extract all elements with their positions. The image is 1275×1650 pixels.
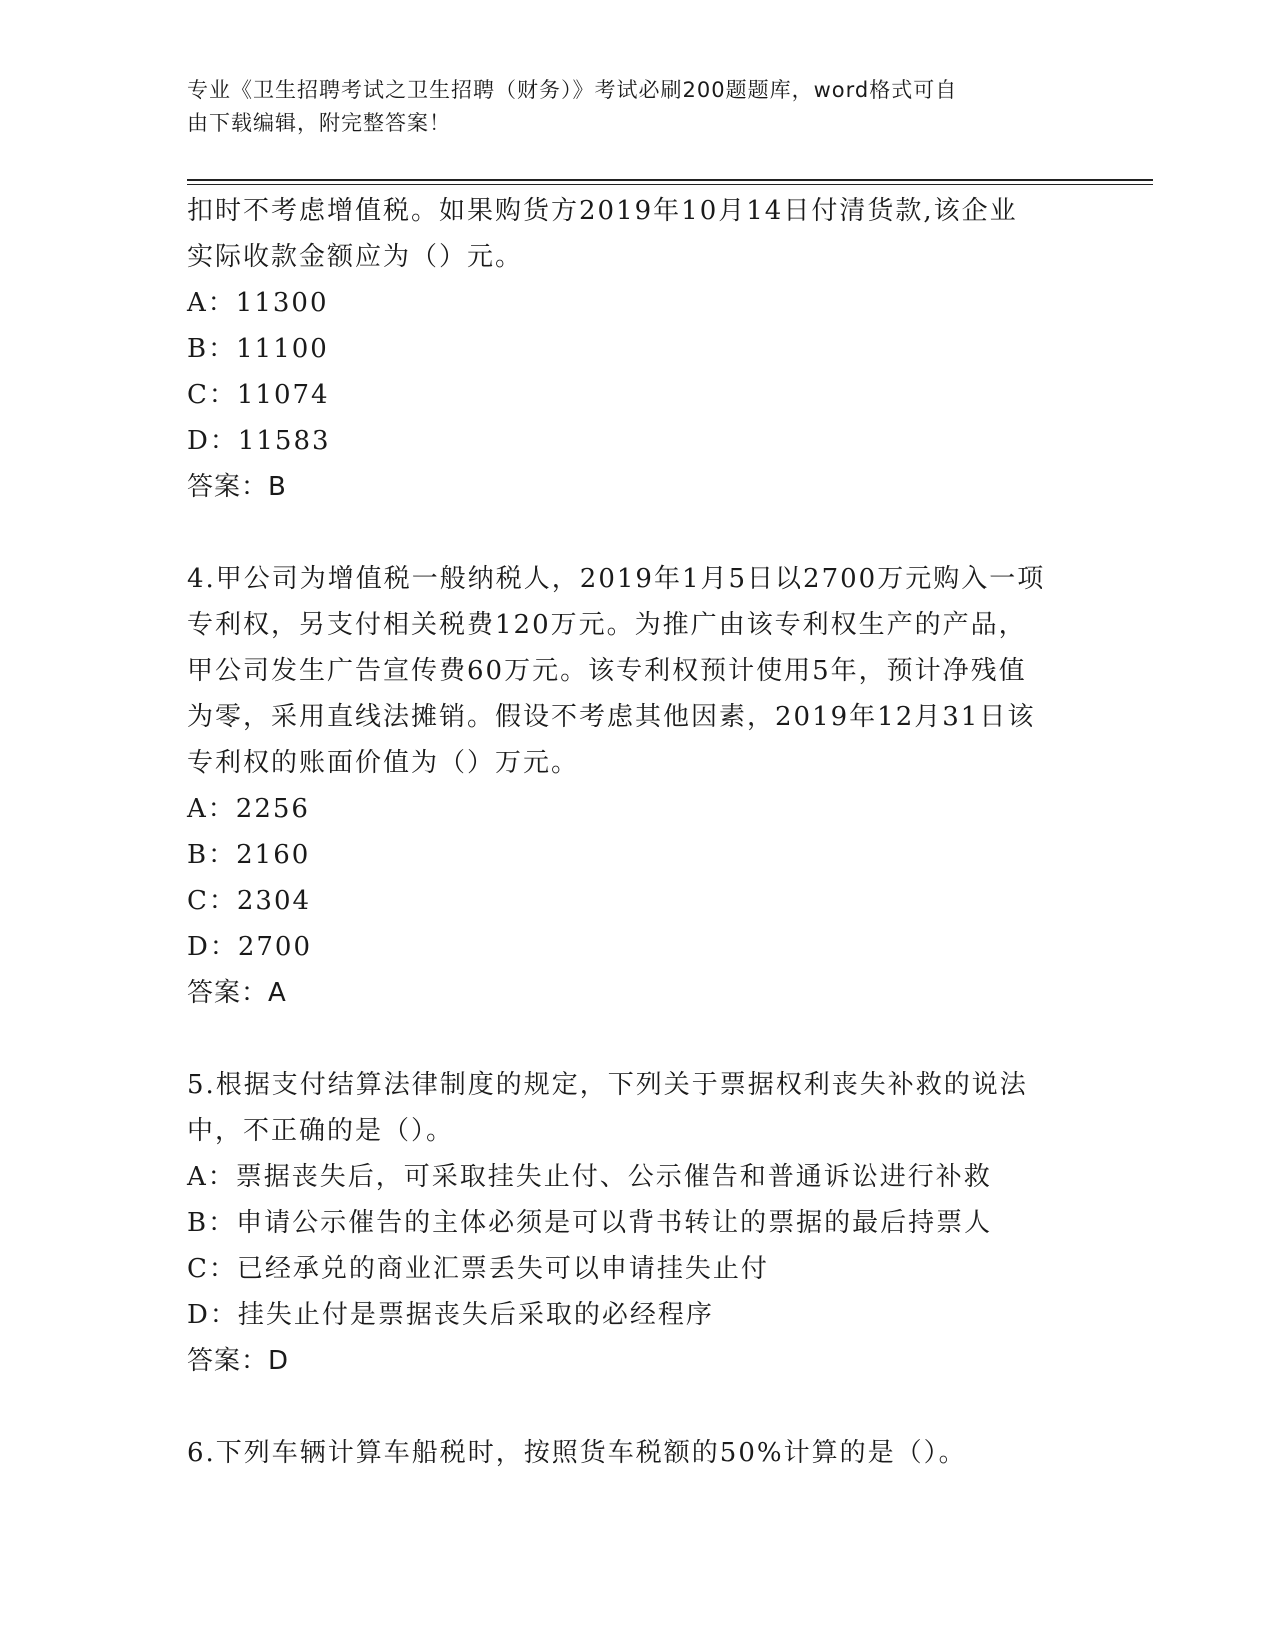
option-d: D：11583 xyxy=(187,426,331,456)
header-line-2: 由下载编辑，附完整答案！ xyxy=(187,111,451,135)
question-stem-line: 为零，采用直线法摊销。假设不考虑其他因素，2019年12月31日该 xyxy=(187,702,1036,732)
question-stem-line: 中，不正确的是（）。 xyxy=(187,1116,455,1146)
option-a: A：11300 xyxy=(187,288,329,318)
document-body xyxy=(187,188,1087,1476)
header-divider-thin xyxy=(187,184,1153,185)
header-divider-thick xyxy=(187,179,1153,181)
option-d: D：2700 xyxy=(187,932,313,962)
answer-label: 答案：B xyxy=(187,472,287,502)
question-4 xyxy=(187,556,1087,1016)
question-stem-line: 5.根据支付结算法律制度的规定，下列关于票据权利丧失补救的说法 xyxy=(187,1070,1028,1100)
option-c: C：2304 xyxy=(187,886,312,916)
question-stem-line: 6.下列车辆计算车船税时，按照货车税额的50%计算的是（）。 xyxy=(187,1438,967,1468)
answer-label: 答案：A xyxy=(187,978,287,1008)
option-d: D：挂失止付是票据丧失后采取的必经程序 xyxy=(187,1300,714,1330)
question-3 xyxy=(187,188,1087,510)
header-line-1: 专业《卫生招聘考试之卫生招聘（财务）》考试必刷200题题库，word格式可自 xyxy=(187,78,958,102)
question-stem-line: 甲公司发生广告宣传费60万元。该专利权预计使用5年，预计净残值 xyxy=(187,656,1027,686)
option-c: C：11074 xyxy=(187,380,330,410)
question-stem-line: 专利权，另支付相关税费120万元。为推广由该专利权生产的产品， xyxy=(187,610,1027,640)
option-b: B：申请公示催告的主体必须是可以背书转让的票据的最后持票人 xyxy=(187,1208,993,1238)
question-stem-line: 实际收款金额应为（）元。 xyxy=(187,242,524,272)
answer-label: 答案：D xyxy=(187,1346,290,1376)
spacer xyxy=(187,1384,1087,1430)
question-6 xyxy=(187,1430,1087,1476)
spacer xyxy=(187,1016,1087,1062)
option-a: A：票据丧失后，可采取挂失止付、公示催告和普通诉讼进行补救 xyxy=(187,1162,992,1192)
option-b: B：11100 xyxy=(187,334,329,364)
option-a: A：2256 xyxy=(187,794,310,824)
question-5 xyxy=(187,1062,1087,1384)
question-stem-line: 4.甲公司为增值税一般纳税人，2019年1月5日以2700万元购入一项 xyxy=(187,564,1046,594)
question-stem-line: 扣时不考虑增值税。如果购货方2019年10月14日付清货款,该企业 xyxy=(187,196,1018,226)
option-c: C：已经承兑的商业汇票丢失可以申请挂失止付 xyxy=(187,1254,769,1284)
spacer xyxy=(187,510,1087,556)
question-stem-line: 专利权的账面价值为（）万元。 xyxy=(187,748,580,778)
document-header xyxy=(187,74,1087,140)
option-b: B：2160 xyxy=(187,840,311,870)
